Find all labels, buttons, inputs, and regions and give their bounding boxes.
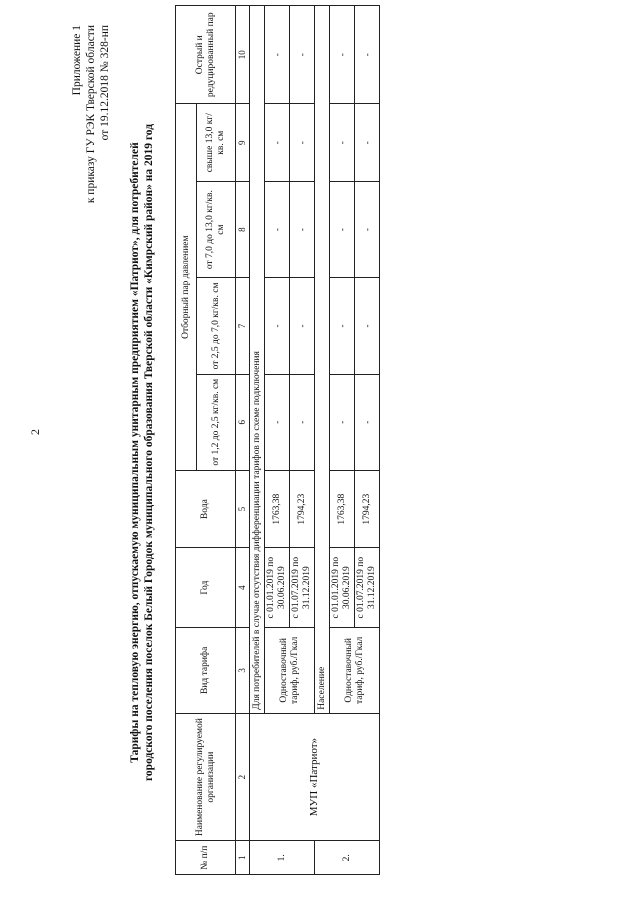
col-number: 5 bbox=[236, 470, 250, 547]
appendix-line-2: к приказу ГУ РЭК Тверской области bbox=[85, 25, 97, 204]
col-number: 8 bbox=[236, 181, 250, 277]
sharp-steam-cell: - bbox=[330, 6, 355, 104]
title-line-2: городского поселения поселок Белый Городок муниципального образования Тверской области «Кимрский район» на 2019 год bbox=[143, 123, 155, 782]
col-number: 1 bbox=[236, 841, 250, 875]
pressure-2-cell: - bbox=[330, 278, 355, 374]
col-number: 9 bbox=[236, 104, 250, 182]
water-cell: 1763,38 bbox=[330, 470, 355, 547]
pressure-1-cell: - bbox=[290, 374, 315, 470]
header-pressure-2: от 2,5 до 7,0 кг/кв. см bbox=[197, 278, 236, 374]
col-number: 3 bbox=[236, 627, 250, 713]
sharp-steam-cell: - bbox=[355, 6, 380, 104]
section-1-heading: Для потребителей в случае отсутствия дифференциации тарифов по схеме подключения bbox=[250, 6, 265, 714]
tariff-table bbox=[175, 5, 380, 875]
year-cell: с 01.01.2019 по 30.06.2019 bbox=[265, 548, 290, 628]
year-cell: с 01.07.2019 по 31.12.2019 bbox=[290, 548, 315, 628]
pressure-2-cell: - bbox=[355, 278, 380, 374]
pressure-4-cell: - bbox=[265, 104, 290, 182]
col-number: 6 bbox=[236, 374, 250, 470]
water-cell: 1794,23 bbox=[290, 470, 315, 547]
pressure-3-cell: - bbox=[290, 181, 315, 277]
pressure-1-cell: - bbox=[330, 374, 355, 470]
appendix-note bbox=[70, 25, 112, 203]
pressure-1-cell: - bbox=[265, 374, 290, 470]
pressure-4-cell: - bbox=[290, 104, 315, 182]
header-sharp-steam: Острый и редуцированный пар bbox=[176, 6, 236, 104]
header-water: Вода bbox=[176, 470, 236, 547]
organization-name: МУП «Патриот» bbox=[250, 713, 380, 841]
title-line-1: Тарифы на тепловую энергию, отпускаемую муниципальным унитарным предприятием «Патриот», для потребителей bbox=[129, 142, 141, 763]
section-1-number: 1. bbox=[250, 841, 315, 875]
header-pressure-3: от 7,0 до 13,0 кг/кв. см bbox=[197, 181, 236, 277]
pressure-4-cell: - bbox=[330, 104, 355, 182]
year-cell: с 01.01.2019 по 30.06.2019 bbox=[330, 548, 355, 628]
col-number: 2 bbox=[236, 713, 250, 841]
appendix-line-3: от 19.12.2018 № 328-нп bbox=[99, 25, 111, 141]
pressure-4-cell: - bbox=[355, 104, 380, 182]
pressure-2-cell: - bbox=[290, 278, 315, 374]
tariff-type-cell: Одноставочный тариф, руб./Гкал bbox=[265, 627, 315, 713]
col-number: 4 bbox=[236, 548, 250, 628]
header-org: Наименование регулируемой организации bbox=[176, 713, 236, 841]
water-cell: 1763,38 bbox=[265, 470, 290, 547]
appendix-line-1: Приложение 1 bbox=[71, 25, 83, 96]
section-1-heading-row bbox=[250, 6, 265, 875]
pressure-2-cell: - bbox=[265, 278, 290, 374]
header-num: № п/п bbox=[176, 841, 236, 875]
pressure-1-cell: - bbox=[355, 374, 380, 470]
column-number-row bbox=[236, 6, 250, 875]
water-cell: 1794,23 bbox=[355, 470, 380, 547]
header-year: Год bbox=[176, 548, 236, 628]
pressure-3-cell: - bbox=[265, 181, 290, 277]
col-number: 10 bbox=[236, 6, 250, 104]
section-2-number: 2. bbox=[315, 841, 380, 875]
pressure-3-cell: - bbox=[330, 181, 355, 277]
tariff-type-cell: Одноставочный тариф, руб./Гкал bbox=[330, 627, 380, 713]
pressure-3-cell: - bbox=[355, 181, 380, 277]
header-steam-group: Отборный пар давлением bbox=[176, 104, 197, 470]
sharp-steam-cell: - bbox=[265, 6, 290, 104]
header-pressure-4: свыше 13,0 кг/кв. см bbox=[197, 104, 236, 182]
header-tariff-type: Вид тарифа bbox=[176, 627, 236, 713]
sharp-steam-cell: - bbox=[290, 6, 315, 104]
year-cell: с 01.07.2019 по 31.12.2019 bbox=[355, 548, 380, 628]
header-row-1 bbox=[176, 6, 197, 875]
section-2-heading: Население bbox=[315, 6, 330, 714]
header-pressure-1: от 1,2 до 2,5 кг/кв. см bbox=[197, 374, 236, 470]
document-title bbox=[128, 55, 156, 850]
page-number: 2 bbox=[28, 429, 42, 435]
col-number: 7 bbox=[236, 278, 250, 374]
